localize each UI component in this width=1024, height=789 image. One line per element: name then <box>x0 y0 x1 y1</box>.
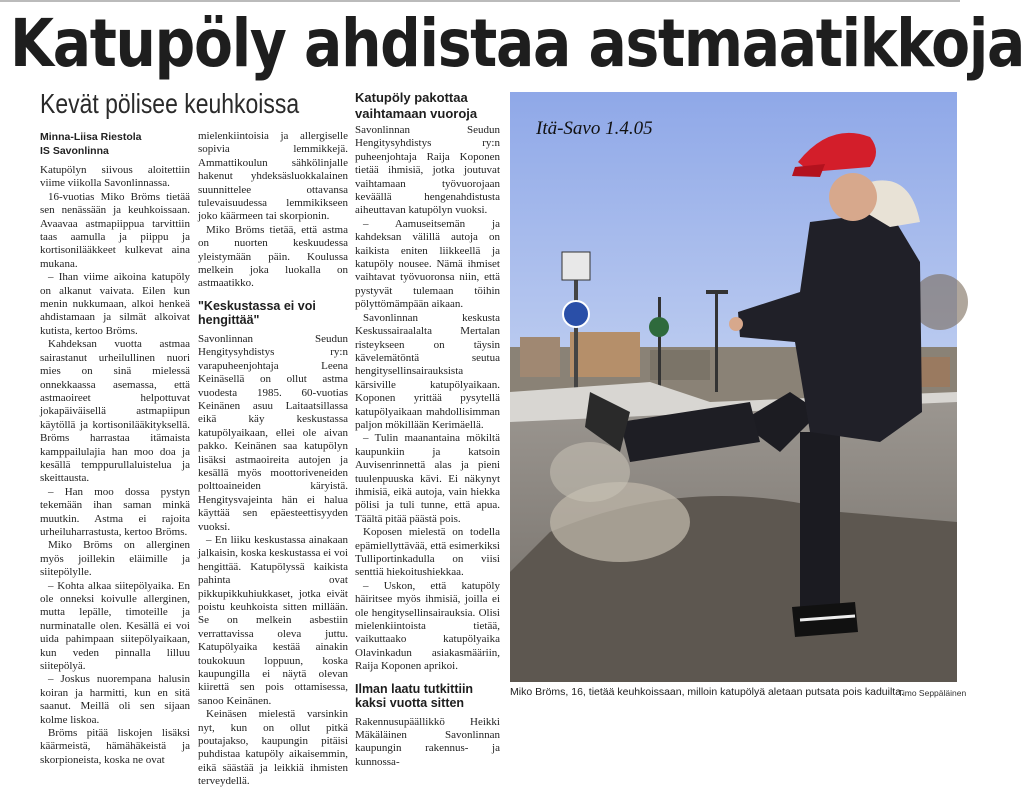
paragraph: – En liiku keskustassa ainakaan jalkaisin, koska keskustassa ei voi hengittää. Katupölyssä kaikista pahinta ovat pikkupikkuhiukkaset, jotka eivät poistu keuhkoista sitten millään. Se on melkein asbestiin verrattavissa oleva juttu. Katupölyaika kestää ainakin toukokuun loppuun, koska kaupungilla ei näytä olevan kiirettä sen pois ottamisessa, sanoo Keinänen. <box>198 533 349 707</box>
sidebar-heading: Katupöly pakottaa vaihtamaan vuoroja <box>355 90 478 121</box>
paragraph: mielenkiintoisia ja allergiselle sopivia lemmikkejä. Ammattikoulun sähkölinjalle hakenut yhdeksäsluokkalainen suunnittelee ottavansa tulevaisuudessa lemmikikseen joko käärmeen tai skorpionin. <box>198 130 348 223</box>
column-2 <box>198 130 349 788</box>
paragraph: Savonlinnan keskusta Keskussairaalalta Mertalan risteykseen on täysin kävelemätöntä seutua hengitysellinsairauksista kärsiville katupölyaikaan. Koponen yrittää pysytellä katupölyaikaan mahdollisimman paljon mökillään Kerimäellä. <box>355 311 500 431</box>
paragraph: – Uskon, että katupöly häiritsee myös ihmisiä, joilla ei ole hengitysellinsairauksia. Olisi mielenkiintoista tietää, vaikuttaako katupölyaika Olavinkadun asiakasmääriin, Raija Koponen aprikoi. <box>355 579 500 673</box>
paragraph: – Ihan viime aikoina katupöly on alkanut vaivata. Eilen kun menin nukkumaan, alkoi henkeä ahdistamaan ja silmät alkoivat kutista, kertoo Bröms. <box>40 271 190 337</box>
headline: Katupöly ahdistaa astmaatikkoja <box>10 5 1024 82</box>
paragraph: Miko Bröms on allerginen myös joillekin eläimille ja siitepölylle. <box>40 539 190 579</box>
paragraph: – Kohta alkaa siitepölyaika. En ole onneksi koivulle allerginen, mutta lepälle, timoteille ja nurminatalle olen. Kesällä ei voi uida pahimpaan siitepölyaikaan, kun veden pinnalla lilluu siitepölyä. <box>40 579 190 673</box>
photo-date-stamp: Itä-Savo 1.4.05 <box>536 118 653 139</box>
paragraph: Kahdeksan vuotta astmaa sairastanut urheilullinen nuori mies on sinä mielessä onnekkaassa asemassa, että astmaoireet helpottuvat jokapäiväisellä astmapiipun käytöllä ja kortisonilääkityksellä. Bröms harrastaa itämaista kamppailulajia han moo doa ja kesällä temppurullaluistelua ja skeittausta. <box>40 338 190 485</box>
subheadline: Kevät pölisee keuhkoissa <box>40 88 300 119</box>
paragraph: – Joskus nuorempana halusin koiran ja harmitti, kun en sitä saanut. Meillä oli sen sijaan kolme liskoa. <box>40 673 190 726</box>
column-3 <box>355 124 500 768</box>
paragraph: Rakennusupäällikkö Heikki Mäkäläinen Savonlinnan kaupungin rakennus- ja kunnossa- <box>355 715 500 768</box>
paragraph: Bröms pitää liskojen lisäksi käärmeistä, hämähäkeistä ja skorpioneista, koska ne ovat <box>40 727 190 766</box>
paragraph: – Tulin maanantaina mökiltä kaupunkiin ja katsoin Auvisenrinnettä alas ja pieni tuulenpuuska kävi. Ei näkynyt ihmisiä, eikä autoja, vain hiekka pölisi ja tuli tunne, että apua. Täältä pitää päästä pois. <box>355 432 500 525</box>
author: Minna-Liisa Riestola <box>40 131 142 143</box>
paragraph: 16-vuotias Miko Bröms tietää sen nenässään ja keuhkoissaan. Avaavaa astmapiippua tarvittiin taas aamulla ja piippu ja kortisonilääkkeet kulkevat aina mukana. <box>40 190 190 270</box>
section-heading: "Keskustassa ei voi hengittää" <box>198 298 316 327</box>
paragraph: Savonlinnan Seudun Hengitysyhdistys ry:n varapuheenjohtaja Leena Keinäsellä on ollut astma vuodesta 1985. 60-vuotias Keinänen asuu Laitaatsillassa eikä käy keskustassa katupölyaikaan, ellei ole aivan pakko. Keinänen saa katupölyn lisäksi astmaoireita autojen ja kesällä myös moottoriveneiden polttoaineiden käryistä. Hengitysvajeinta hän ei halua käyttää sen epäesteettisyyden vuoksi. <box>198 332 348 533</box>
section-heading: Ilman laatu tutkittiin kaksi vuotta sitten <box>355 681 474 710</box>
photo-credit: Timo Seppäläinen <box>898 688 967 698</box>
photo-illustration <box>510 92 957 682</box>
column-1 <box>40 130 190 766</box>
paragraph: Savonlinnan Seudun Hengitysyhdistys ry:n puheenjohtaja Raija Koponen tietää ihmisiä, jotka joutuvat vaihtamaan työvuorojaan keväällä hengenahdistusta aiheuttavan katupölyn vuoksi. <box>355 124 500 217</box>
paragraph: – Aamuseitsemän ja kahdeksan välillä autoja on kaikista eniten liikkeellä ja katupöly nousee. Nämä ihmiset vaihtavat työvuoronsa niin, että pystyvät tulemaan töihin pölyttömämpään aikaan. <box>355 217 500 311</box>
top-rule <box>0 0 960 2</box>
paragraph: – Han moo dossa pystyn tekemään ihan saman minkä muutkin. Astma ei rajoita urheiluharrastusta, kertoo Bröms. <box>40 485 190 538</box>
photo-caption: Miko Bröms, 16, tietää keuhkoissaan, milloin katupölyä aletaan putsata pois kaduilta. <box>510 686 904 698</box>
paragraph: Keinäsen mielestä varsinkin nyt, kun on ollut pitkä poutajakso, kaupungin pitäisi puhdistaa katupöly aikaisemmin, eikä säästää ja leikkiä ihmisten terveydellä. <box>198 708 348 788</box>
paragraph: Katupölyn siivous aloitettiin viime viikolla Savonlinnassa. <box>40 164 190 190</box>
news-photo <box>510 92 957 682</box>
paragraph: Miko Bröms tietää, että astma on nuorten keskuudessa yleistymään päin. Koulussa melkein joka luokalla on astmaatikko. <box>198 223 348 290</box>
outlet: IS Savonlinna <box>40 145 109 157</box>
paragraph: Koposen mielestä on todella epämiellyttävää, että esimerkiksi Tulliportinkadulla on viisi senttiä hiekoitushiekkaa. <box>355 526 500 579</box>
